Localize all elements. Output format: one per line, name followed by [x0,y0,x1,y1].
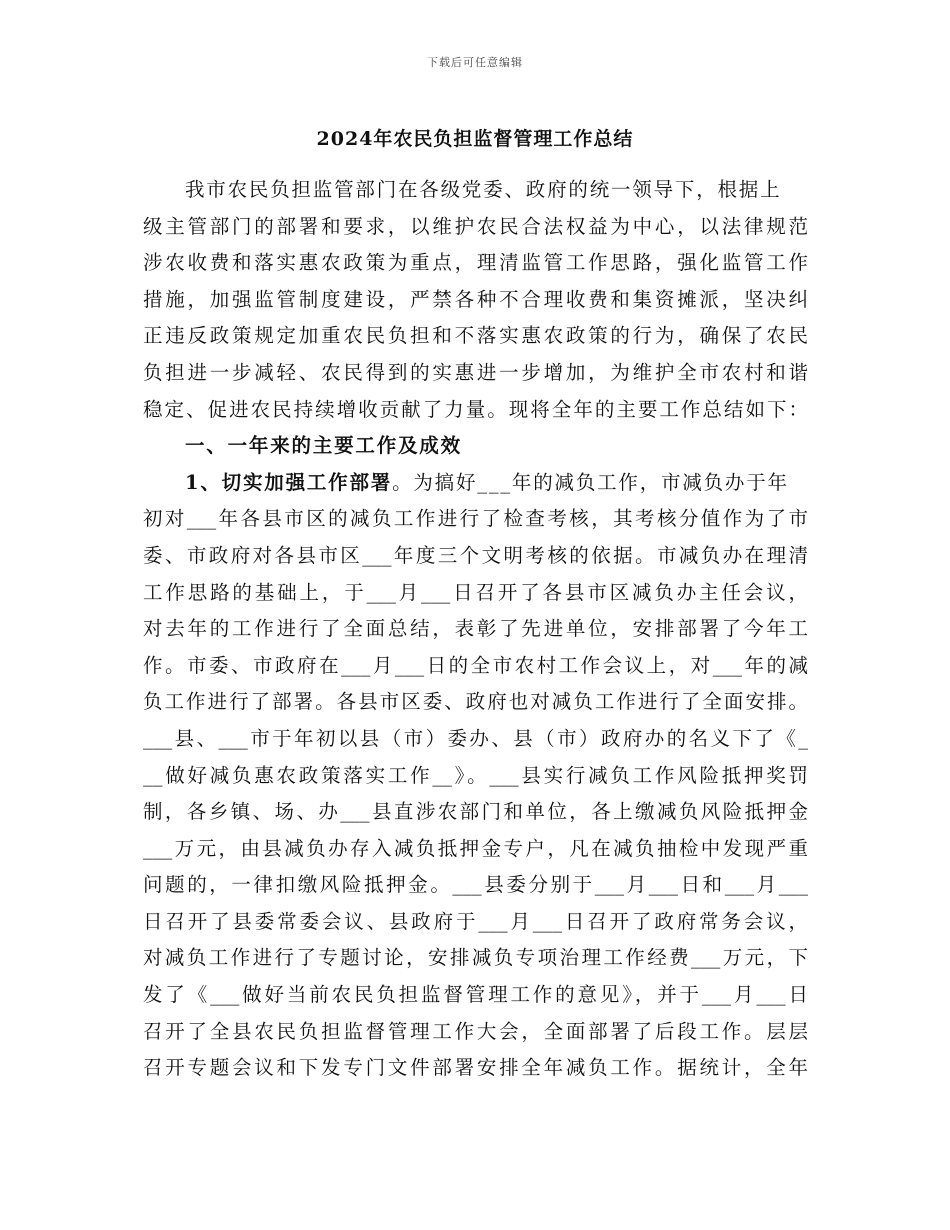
paragraph-line: 作。市委、市政府在___月___日的全市农村工作会议上，对___年的减 [143,653,808,677]
header-note: 下载后可任意编辑 [427,56,523,69]
paragraph-line: 措施，加强监管制度建设，严禁各种不合理收费和集资摊派，坚决纠 [143,287,808,311]
paragraph-text: 。为搞好___年的减负工作，市减负办于年 [392,470,789,494]
paragraph-line: 级主管部门的部署和要求，以维护农民合法权益为中心，以法律规范 [143,214,808,238]
document-body [143,172,808,1087]
paragraph-line: 发了《___做好当前农民负担监督管理工作的意见》，并于___月___日 [143,983,808,1007]
paragraph-line: 日召开了县委常委会议、县政府于___月___日召开了政府常务会议， [143,909,808,933]
paragraph-line: 负工作进行了部署。各县市区委、政府也对减负工作进行了全面安排。 [143,690,808,714]
paragraph-line: ___万元，由县减负办存入减负抵押金专户，凡在减负抽检中发现严重 [143,836,808,860]
paragraph-line: 稳定、促进农民持续增收贡献了力量。现将全年的主要工作总结如下： [143,397,808,421]
paragraph-line: 涉农收费和落实惠农政策为重点，理清监管工作思路，强化监管工作 [143,251,808,275]
paragraph-line: __做好减负惠农政策落实工作__》。___县实行减负工作风险抵押奖罚 [143,763,808,787]
paragraph-line: 初对___年各县市区的减负工作进行了检查考核，其考核分值作为了市 [143,507,808,531]
paragraph-line: 召开专题会议和下发专门文件部署安排全年减负工作。据统计，全年 [143,1056,808,1080]
document-title: 2024年农民负担监督管理工作总结 [316,128,634,150]
paragraph-line: 问题的，一律扣缴风险抵押金。___县委分别于___月___日和___月___ [143,873,808,897]
paragraph-line: 正违反政策规定加重农民负担和不落实惠农政策的行为，确保了农民 [143,324,808,348]
paragraph-line: 对减负工作进行了专题讨论，安排减负专项治理工作经费___万元，下 [143,946,808,970]
paragraph-line: 我市农民负担监管部门在各级党委、政府的统一领导下，根据上 [185,178,782,201]
paragraph-line: 工作思路的基础上，于___月___日召开了各县市区减负办主任会议， [143,580,808,604]
subsection-heading: 1、切实加强工作部署 [185,470,393,494]
paragraph-line: 负担进一步减轻、农民得到的实惠进一步增加，为维护全市农村和谐 [143,360,808,384]
paragraph-line: 召开了全县农民负担监督管理工作大会，全面部署了后段工作。层层 [143,1019,808,1043]
paragraph-line [143,465,808,502]
section-heading: 一、一年来的主要工作及成效 [185,434,462,458]
paragraph-line: 对去年的工作进行了全面总结，表彰了先进单位，安排部署了今年工 [143,617,808,641]
paragraph-line: 制，各乡镇、场、办___县直涉农部门和单位，各上缴减负风险抵押金 [143,800,808,824]
paragraph-line: ___县、___市于年初以县（市）委办、县（市）政府办的名义下了《_ [143,726,808,750]
paragraph-line: 委、市政府对各县市区___年度三个文明考核的依据。市减负办在理清 [143,543,808,567]
